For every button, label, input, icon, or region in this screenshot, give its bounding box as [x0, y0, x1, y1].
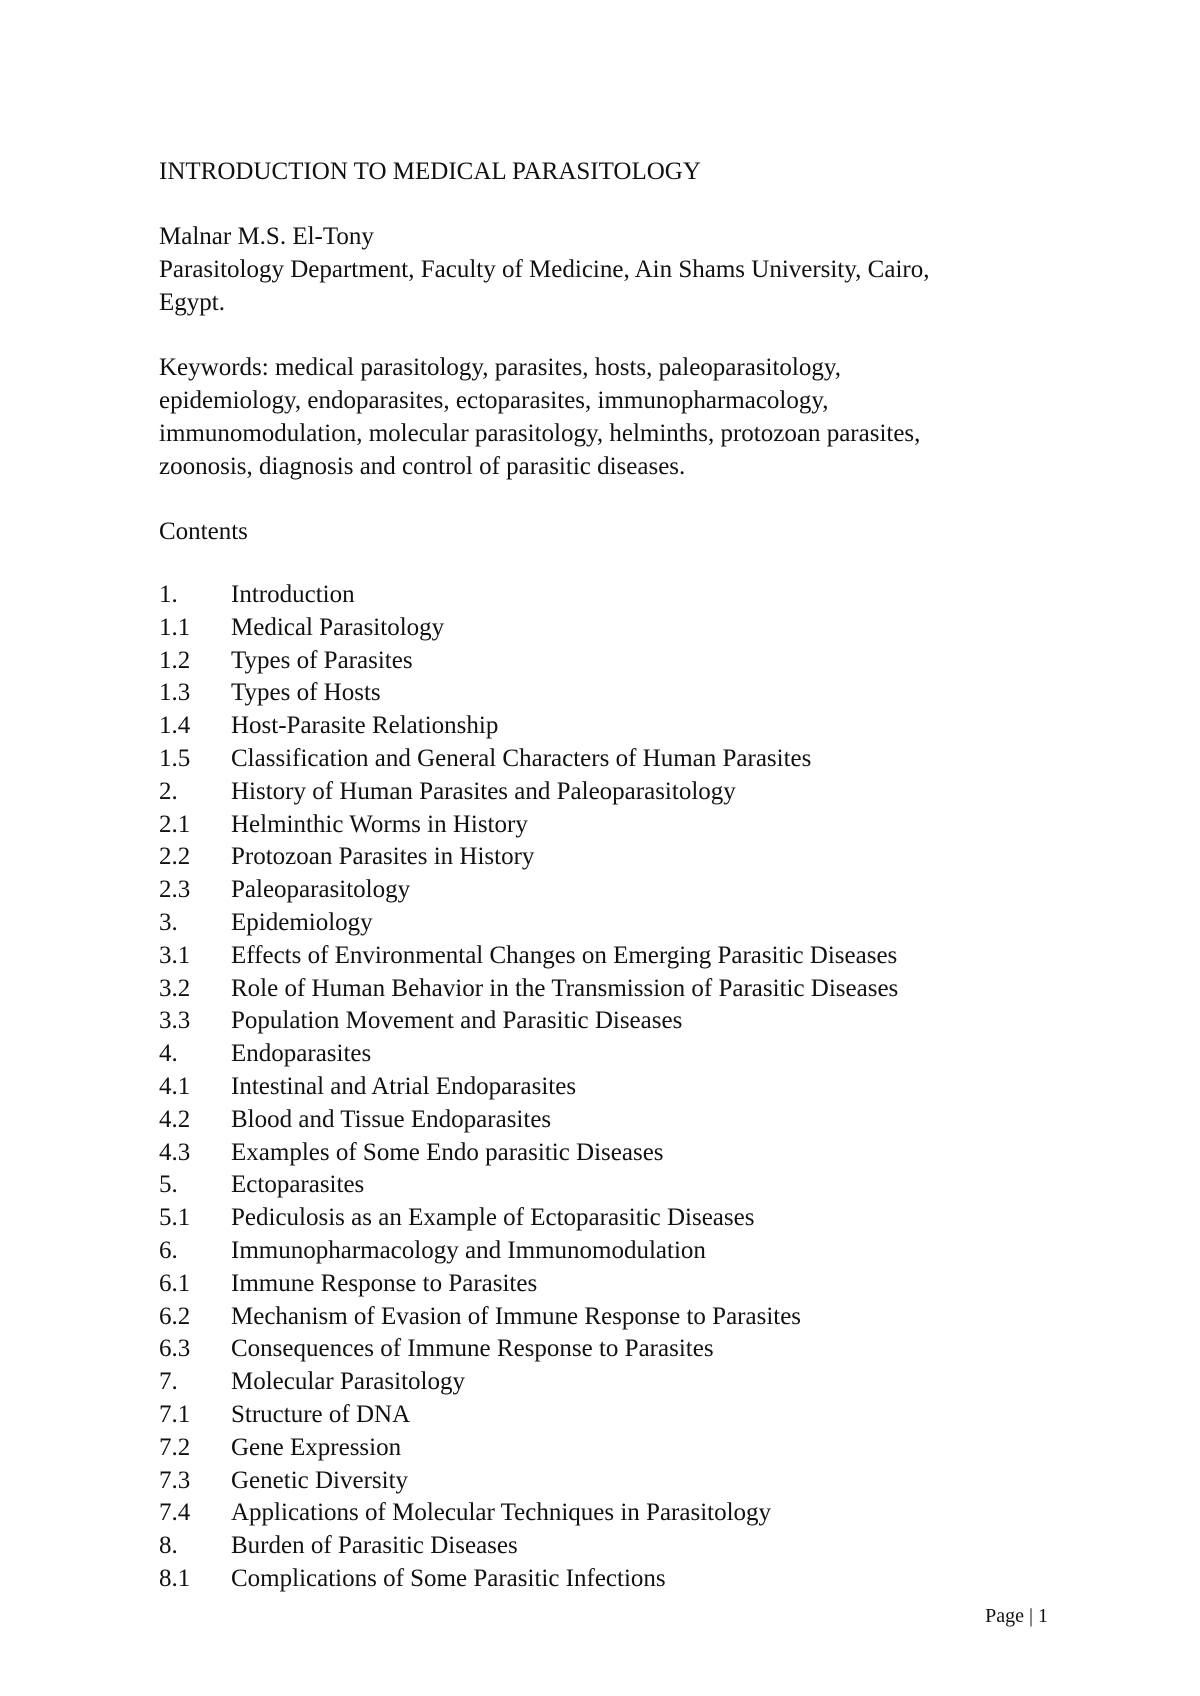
- toc-item-label: Structure of DNA: [231, 1400, 411, 1428]
- toc-item: [159, 1169, 1059, 1202]
- toc-item: [159, 1530, 1059, 1563]
- author-name: Malnar M.S. El-Tony: [159, 223, 374, 250]
- toc-item-number: 3.1: [159, 941, 191, 969]
- document-title: INTRODUCTION TO MEDICAL PARASITOLOGY: [159, 158, 701, 185]
- keywords-line: immunomodulation, molecular parasitology, helminths, protozoan parasites,: [159, 420, 921, 447]
- toc-item: [159, 645, 1059, 678]
- toc-item: [159, 776, 1059, 809]
- toc-item-label: Population Movement and Parasitic Diseases: [231, 1007, 683, 1035]
- toc-item: [159, 677, 1059, 710]
- toc-item-number: 2.: [159, 777, 178, 805]
- toc-item-label: Pediculosis as an Example of Ectoparasitic Diseases: [231, 1204, 755, 1232]
- toc-item-label: Endoparasites: [231, 1040, 372, 1068]
- toc-item-label: Consequences of Immune Response to Parasites: [231, 1335, 714, 1363]
- toc-item: [159, 579, 1059, 612]
- toc-item: [159, 1399, 1059, 1432]
- toc-item: [159, 1268, 1059, 1301]
- toc-item-number: 6.2: [159, 1302, 191, 1330]
- toc-item-number: 7.4: [159, 1499, 191, 1527]
- toc-item-number: 1.4: [159, 712, 191, 740]
- toc-item: [159, 1071, 1059, 1104]
- table-of-contents: [159, 579, 1059, 1596]
- toc-item-label: Epidemiology: [231, 908, 373, 936]
- toc-item-label: Ectoparasites: [231, 1171, 365, 1199]
- toc-item-label: Applications of Molecular Techniques in Parasitology: [231, 1499, 772, 1527]
- toc-item-number: 3.3: [159, 1007, 191, 1035]
- toc-item: [159, 1301, 1059, 1334]
- toc-item-label: Molecular Parasitology: [231, 1368, 465, 1396]
- toc-item-number: 4.: [159, 1040, 178, 1068]
- toc-item: [159, 710, 1059, 743]
- toc-item: [159, 1038, 1059, 1071]
- toc-item: [159, 1137, 1059, 1170]
- toc-item: [159, 809, 1059, 842]
- toc-item-label: Blood and Tissue Endoparasites: [231, 1105, 552, 1133]
- toc-item-number: 8.1: [159, 1564, 191, 1592]
- toc-item-number: 7.2: [159, 1433, 191, 1461]
- toc-item-number: 1.1: [159, 613, 191, 641]
- toc-item-label: Examples of Some Endo parasitic Diseases: [231, 1138, 664, 1166]
- toc-item-label: Intestinal and Atrial Endoparasites: [231, 1072, 577, 1100]
- keywords-line: zoonosis, diagnosis and control of parasitic diseases.: [159, 453, 686, 480]
- toc-item-label: Mechanism of Evasion of Immune Response to Parasites: [231, 1302, 802, 1330]
- toc-item-number: 5.1: [159, 1204, 191, 1232]
- toc-item-number: 6.1: [159, 1269, 191, 1297]
- toc-item-label: Immunopharmacology and Immunomodulation: [231, 1236, 706, 1264]
- toc-item-number: 2.1: [159, 810, 191, 838]
- toc-item-label: Effects of Environmental Changes on Emerging Parasitic Diseases: [231, 941, 898, 969]
- toc-item-label: History of Human Parasites and Paleoparasitology: [231, 777, 736, 805]
- toc-item: [159, 1104, 1059, 1137]
- contents-heading: Contents: [159, 518, 248, 545]
- toc-item-number: 3.: [159, 908, 178, 936]
- toc-item-label: Helminthic Worms in History: [231, 810, 528, 838]
- toc-item: [159, 1235, 1059, 1268]
- toc-item: [159, 612, 1059, 645]
- toc-item: [159, 1366, 1059, 1399]
- toc-item: [159, 973, 1059, 1006]
- keywords-line: Keywords: medical parasitology, parasites, hosts, paleoparasitology,: [159, 354, 842, 381]
- page-footer: Page | 1: [985, 1605, 1048, 1627]
- toc-item-label: Protozoan Parasites in History: [231, 843, 535, 871]
- toc-item: [159, 841, 1059, 874]
- keywords-block: [159, 351, 1059, 483]
- toc-item: [159, 1563, 1059, 1596]
- toc-item-label: Burden of Parasitic Diseases: [231, 1532, 518, 1560]
- toc-item: [159, 1202, 1059, 1235]
- toc-item-label: Medical Parasitology: [231, 613, 445, 641]
- toc-item: [159, 1005, 1059, 1038]
- toc-item-number: 4.2: [159, 1105, 191, 1133]
- toc-item-label: Types of Parasites: [231, 646, 413, 674]
- toc-item: [159, 940, 1059, 973]
- toc-item-number: 1.5: [159, 744, 191, 772]
- toc-item-number: 7.: [159, 1368, 178, 1396]
- toc-item: [159, 1465, 1059, 1498]
- toc-item-number: 7.3: [159, 1466, 191, 1494]
- toc-item-label: Immune Response to Parasites: [231, 1269, 538, 1297]
- toc-item-number: 6.: [159, 1236, 178, 1264]
- keywords-line: epidemiology, endoparasites, ectoparasites, immunopharmacology,: [159, 387, 829, 414]
- affiliation-line-1: Parasitology Department, Faculty of Medicine, Ain Shams University, Cairo,: [159, 256, 930, 283]
- toc-item-number: 6.3: [159, 1335, 191, 1363]
- toc-item-number: 1.: [159, 581, 178, 608]
- toc-item-label: Introduction: [231, 581, 355, 608]
- toc-item-number: 5.: [159, 1171, 178, 1199]
- toc-item-number: 2.3: [159, 876, 191, 904]
- toc-item-label: Complications of Some Parasitic Infections: [231, 1564, 666, 1592]
- toc-item-label: Gene Expression: [231, 1433, 402, 1461]
- toc-item-number: 1.2: [159, 646, 191, 674]
- toc-item: [159, 1333, 1059, 1366]
- toc-item-number: 4.1: [159, 1072, 191, 1100]
- toc-item-number: 8.: [159, 1532, 178, 1560]
- toc-item: [159, 743, 1059, 776]
- toc-item: [159, 907, 1059, 940]
- toc-item-label: Types of Hosts: [231, 679, 381, 707]
- toc-item-label: Classification and General Characters of Human Parasites: [231, 744, 812, 772]
- toc-item-number: 7.1: [159, 1400, 191, 1428]
- toc-item-number: 2.2: [159, 843, 191, 871]
- toc-item-label: Host-Parasite Relationship: [231, 712, 499, 740]
- toc-item: [159, 874, 1059, 907]
- toc-item: [159, 1497, 1059, 1530]
- toc-item-label: Paleoparasitology: [231, 876, 411, 904]
- toc-item-label: Genetic Diversity: [231, 1466, 409, 1494]
- toc-item-label: Role of Human Behavior in the Transmission of Parasitic Diseases: [231, 974, 899, 1002]
- toc-item-number: 1.3: [159, 679, 191, 707]
- affiliation-line-2: Egypt.: [159, 289, 225, 316]
- toc-item-number: 4.3: [159, 1138, 191, 1166]
- document-body: [159, 155, 1059, 1596]
- toc-item-number: 3.2: [159, 974, 191, 1002]
- toc-item: [159, 1432, 1059, 1465]
